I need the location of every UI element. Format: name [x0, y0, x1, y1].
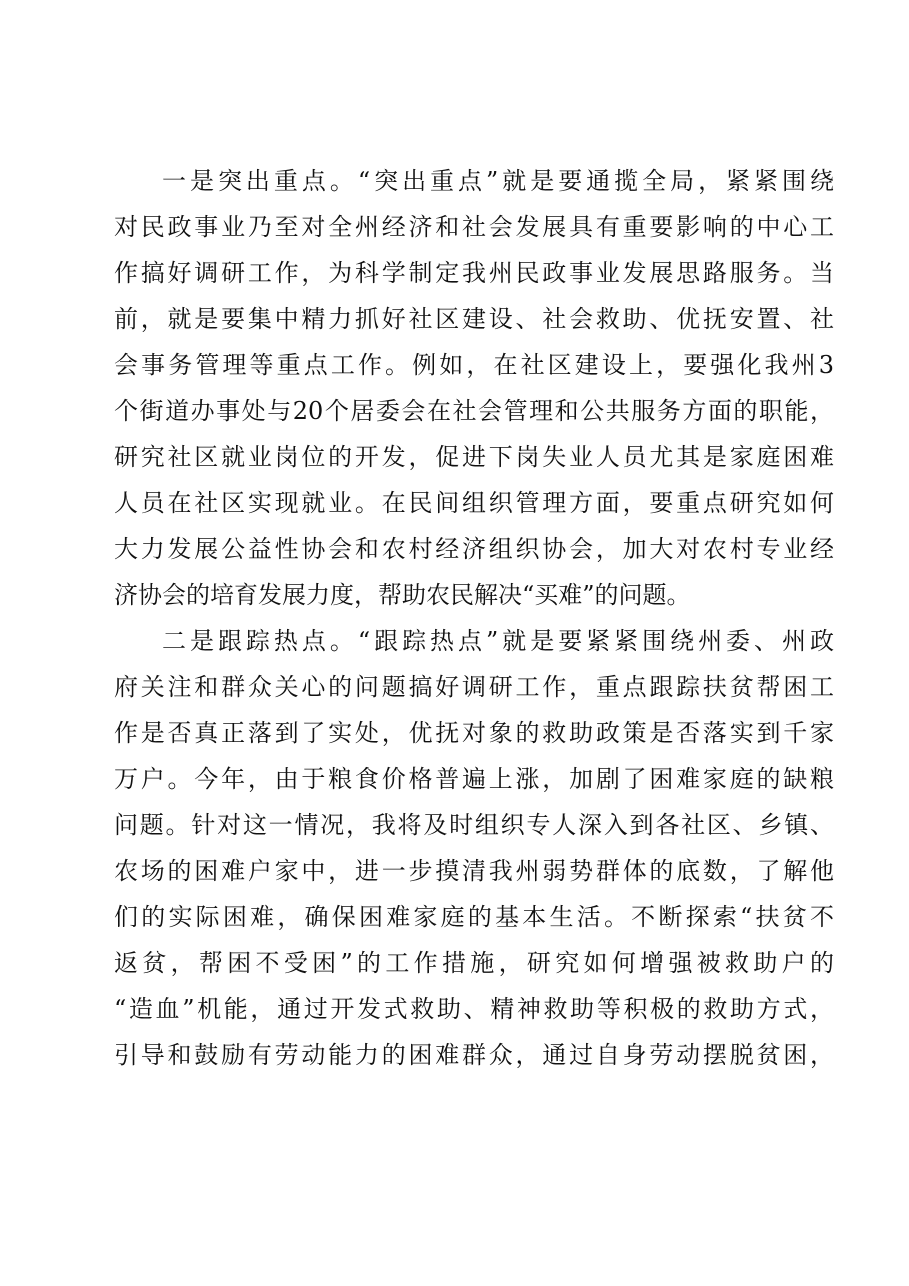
- paragraph-line: 作是否真正落到了实处，优抚对象的救助政策是否落实到千家: [114, 719, 834, 747]
- paragraph-line: 会事务管理等重点工作。例如，在社区建设上，要强化我州3: [114, 351, 834, 379]
- paragraph-line: 研究社区就业岗位的开发，促进下岗失业人员尤其是家庭困难: [114, 443, 834, 471]
- paragraph-highlight-focus: [114, 158, 834, 618]
- paragraph-line: 问题。针对这一情况，我将及时组织专人深入到各社区、乡镇、: [114, 811, 834, 839]
- paragraph-line: 引导和鼓励有劳动能力的困难群众，通过自身劳动摆脱贫困，: [114, 1041, 834, 1069]
- paragraph-line: 前，就是要集中精力抓好社区建设、社会救助、优抚安置、社: [114, 305, 834, 333]
- paragraph-line: 对民政事业乃至对全州经济和社会发展具有重要影响的中心工: [114, 213, 834, 241]
- paragraph-line: 作搞好调研工作，为科学制定我州民政事业发展思路服务。当: [114, 259, 834, 287]
- paragraph-line: 万户。今年，由于粮食价格普遍上涨，加剧了困难家庭的缺粮: [114, 765, 834, 793]
- paragraph-line: 大力发展公益性协会和农村经济组织协会，加大对农村专业经: [114, 535, 834, 563]
- paragraph-line: 二是跟踪热点。“跟踪热点”就是要紧紧围绕州委、州政: [162, 627, 834, 655]
- paragraph-line: 个街道办事处与20个居委会在社会管理和公共服务方面的职能，: [114, 397, 834, 425]
- paragraph-line: 济协会的培育发展力度，帮助农民解决“买难”的问题。: [114, 581, 691, 609]
- document-body: [114, 158, 834, 1078]
- paragraph-line: 府关注和群众关心的问题搞好调研工作，重点跟踪扶贫帮困工: [114, 673, 834, 701]
- paragraph-line: “造血”机能，通过开发式救助、精神救助等积极的救助方式，: [114, 995, 834, 1023]
- paragraph-line: 人员在社区实现就业。在民间组织管理方面，要重点研究如何: [114, 489, 834, 517]
- paragraph-track-hotspots: [114, 618, 834, 1078]
- paragraph-line: 们的实际困难，确保困难家庭的基本生活。不断探索“扶贫不: [114, 903, 834, 931]
- paragraph-line: 一是突出重点。“突出重点”就是要通揽全局，紧紧围绕: [162, 167, 834, 195]
- paragraph-line: 农场的困难户家中，进一步摸清我州弱势群体的底数，了解他: [114, 857, 834, 885]
- paragraph-line: 返贫，帮困不受困”的工作措施，研究如何增强被救助户的: [114, 949, 834, 977]
